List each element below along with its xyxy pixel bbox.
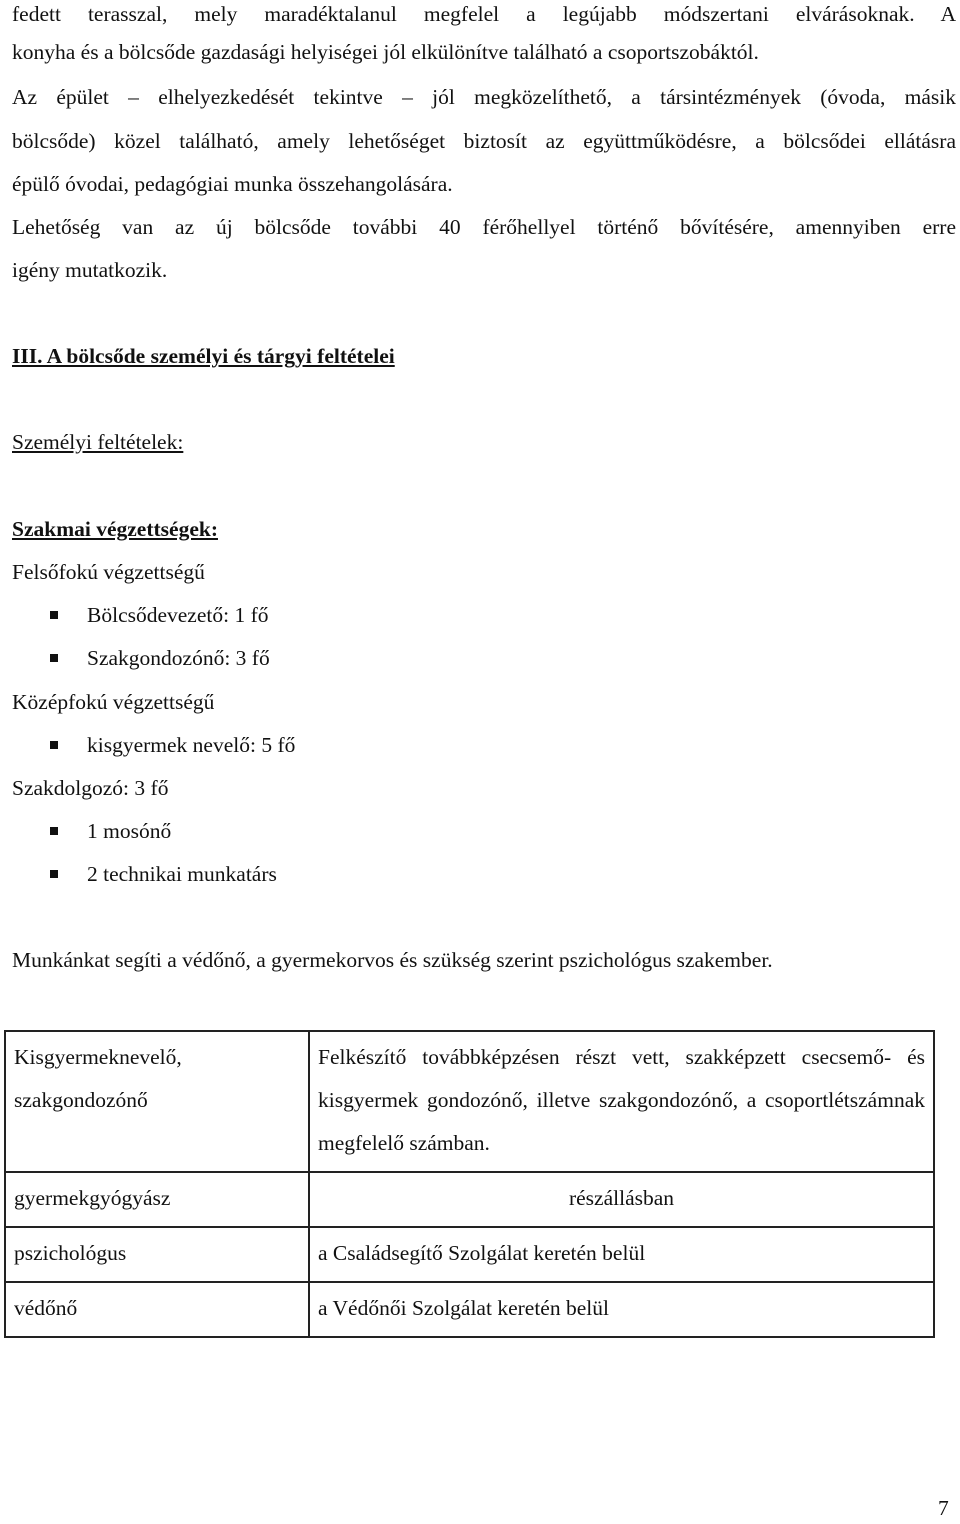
bullet-square-icon (50, 611, 58, 619)
table-row (5, 1227, 934, 1282)
paragraph-line: fedett terasszal, mely maradéktalanul megfelel a legújabb módszertani elvárásoknak. A (12, 2, 956, 26)
paragraph-line: Lehetőség van az új bölcsőde további 40 férőhellyel történő bővítésére, amennyiben erre (12, 215, 956, 239)
list-item-text: 1 mosónő (87, 819, 172, 843)
section-heading-wrap (12, 342, 956, 370)
higher-ed-label: Felsőfokú végzettségű (12, 560, 205, 584)
description-cell: a Családsegítő Szolgálat keretén belül (309, 1227, 934, 1282)
staff-table (4, 1030, 935, 1338)
table-row (5, 1031, 934, 1172)
bullet-square-icon (50, 741, 58, 749)
paragraph-line: konyha és a bölcsőde gazdasági helyiségei jól elkülönítve található a csoportszobáktól. (12, 40, 759, 64)
section-heading: III. A bölcsőde személyi és tárgyi feltételei (12, 344, 395, 368)
role-cell: védőnő (5, 1282, 309, 1337)
paragraph-line: Az épület – elhelyezkedését tekintve – jól megközelíthető, a társintézmények (óvoda, másik (12, 85, 956, 109)
page-number: 7 (938, 1496, 949, 1520)
bullet-square-icon (50, 870, 58, 878)
helpers-sentence: Munkánkat segíti a védőnő, a gyermekorvos és szükség szerint pszichológus szakember. (12, 948, 773, 972)
list-item-text: kisgyermek nevelő: 5 fő (87, 733, 296, 757)
description-cell: a Védőnői Szolgálat keretén belül (309, 1282, 934, 1337)
secondary-label: Középfokú végzettségű (12, 690, 215, 714)
bullet-square-icon (50, 654, 58, 662)
role-cell: Kisgyermeknevelő, szakgondozónő (5, 1031, 309, 1172)
paragraph-line: épülő óvodai, pedagógiai munka összehangolására. (12, 172, 453, 196)
list-item-text: Szakgondozónő: 3 fő (87, 646, 270, 670)
bullet-square-icon (50, 827, 58, 835)
role-cell: gyermekgyógyász (5, 1172, 309, 1227)
qualifications-title: Szakmai végzettségek: (12, 517, 218, 541)
paragraph-line: bölcsőde) közel található, amely lehetőséget biztosít az együttműködésre, a bölcsődei ellátásra (12, 129, 956, 153)
table-row (5, 1282, 934, 1337)
paragraph-line: igény mutatkozik. (12, 258, 168, 282)
support-label: Szakdolgozó: 3 fő (12, 776, 169, 800)
subheading-wrap (12, 428, 956, 456)
qualifications-title-wrap (12, 515, 956, 543)
list-item-text: 2 technikai munkatárs (87, 862, 277, 886)
personal-conditions-subheading: Személyi feltételek: (12, 430, 184, 454)
table-row (5, 1172, 934, 1227)
description-cell: részállásban (309, 1172, 934, 1227)
role-cell: pszichológus (5, 1227, 309, 1282)
list-item-text: Bölcsődevezető: 1 fő (87, 603, 269, 627)
description-cell: Felkészítő továbbképzésen részt vett, szakképzett csecsemő- és kisgyermek gondozónő, illetve szakgondozónő, a csoportlétszámnak megfelelő számban. (309, 1031, 934, 1172)
